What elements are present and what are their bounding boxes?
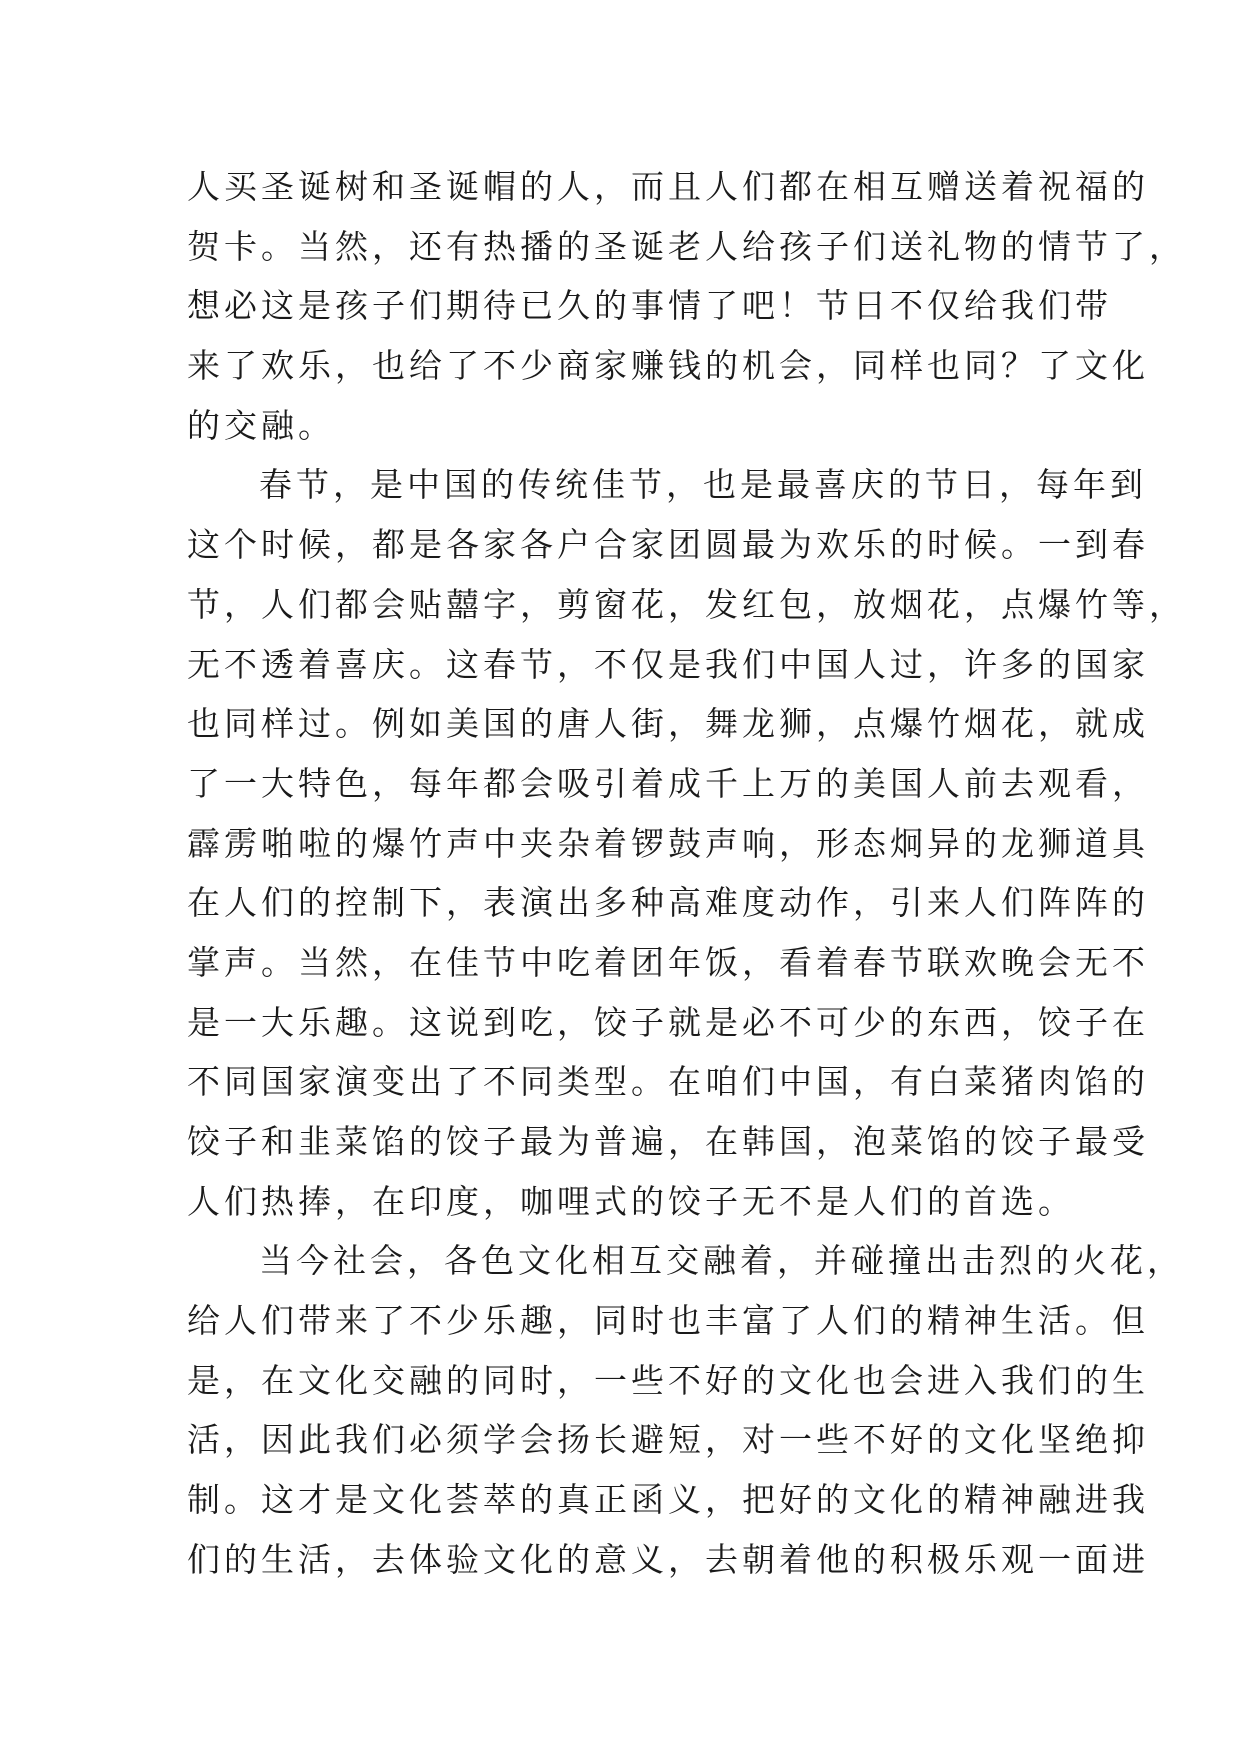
text-line: 节，人们都会贴囍字，剪窗花，发红包，放烟花，点爆竹等，	[187, 584, 1186, 624]
text-line: 不同国家演变出了不同类型。在咱们中国，有白菜猪肉馅的	[187, 1062, 1149, 1102]
text-line: 是，在文化交融的同时，一些不好的文化也会进入我们的生	[187, 1360, 1149, 1400]
text-line: 活，因此我们必须学会扬长避短，对一些不好的文化坚绝抑	[187, 1420, 1149, 1460]
paragraph-first-line: 春节，是中国的传统佳节，也是最喜庆的节日，每年到	[259, 465, 1147, 505]
text-line: 也同样过。例如美国的唐人街，舞龙狮，点爆竹烟花，就成	[187, 704, 1149, 744]
text-line: 制。这才是文化荟萃的真正函义，把好的文化的精神融进我	[187, 1480, 1149, 1520]
text-line: 贺卡。当然，还有热播的圣诞老人给孩子们送礼物的情节了，	[187, 226, 1186, 266]
text-line: 无不透着喜庆。这春节，不仅是我们中国人过，许多的国家	[187, 644, 1149, 684]
text-line: 给人们带来了不少乐趣，同时也丰富了人们的精神生活。但	[187, 1301, 1149, 1341]
text-line: 人买圣诞树和圣诞帽的人，而且人们都在相互赠送着祝福的	[187, 167, 1149, 206]
text-line: 人们热捧，在印度，咖哩式的饺子无不是人们的首选。	[187, 1181, 1075, 1221]
text-line: 饺子和韭菜馅的饺子最为普遍，在韩国，泡菜馅的饺子最受	[187, 1122, 1149, 1161]
text-line: 们的生活，去体验文化的意义，去朝着他的积极乐观一面进	[187, 1539, 1149, 1579]
text-line: 想必这是孩子们期待已久的事情了吧！节日不仅给我们带	[187, 286, 1112, 326]
text-line: 是一大乐趣。这说到吃，饺子就是必不可少的东西，饺子在	[187, 1002, 1149, 1042]
paragraph-first-line: 当今社会，各色文化相互交融着，并碰撞出击烈的火花，	[259, 1241, 1184, 1281]
body-text	[187, 157, 1186, 1590]
text-line: 来了欢乐，也给了不少商家赚钱的机会，同样也同？了文化	[187, 346, 1149, 386]
text-line: 这个时候，都是各家各户合家团圆最为欢乐的时候。一到春	[187, 525, 1149, 565]
text-line: 掌声。当然，在佳节中吃着团年饭，看着春节联欢晚会无不	[187, 942, 1149, 982]
text-line: 霹雳啪啦的爆竹声中夹杂着锣鼓声响，形态炯异的龙狮道具	[187, 823, 1149, 863]
text-line: 的交融。	[187, 405, 335, 445]
text-line: 了一大特色，每年都会吸引着成千上万的美国人前去观看，	[187, 763, 1149, 803]
text-line: 在人们的控制下，表演出多种高难度动作，引来人们阵阵的	[187, 883, 1149, 923]
